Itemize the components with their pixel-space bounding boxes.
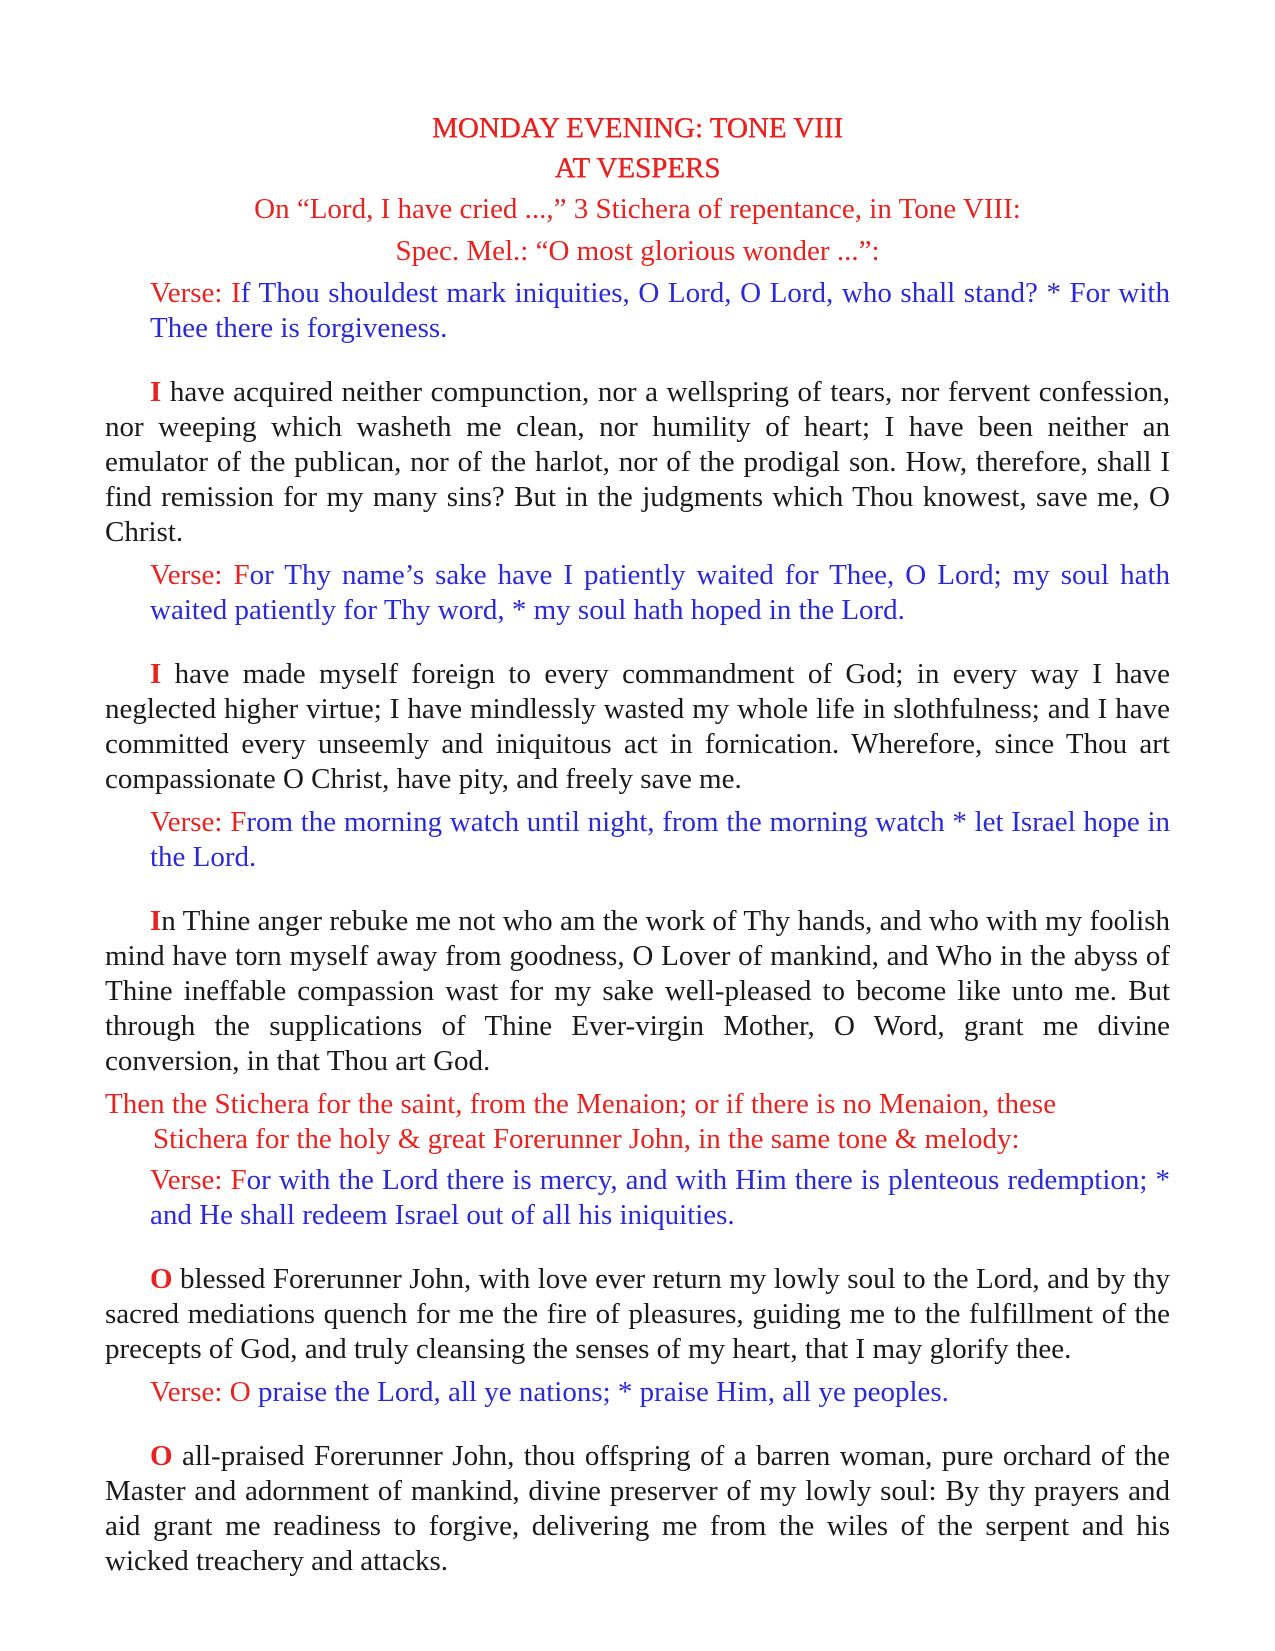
verse-text: or with the Lord there is mercy, and with Him there is plenteous redemption; * and He shall redeem Israel out of all his iniquities. bbox=[150, 1164, 1170, 1231]
rubric-line-1: Then the Stichera for the saint, from the Menaion; or if there is no Menaion, these bbox=[105, 1088, 1057, 1120]
verse-3 bbox=[150, 805, 1170, 875]
verse-text: praise the Lord, all ye nations; * praise Him, all ye peoples. bbox=[250, 1376, 949, 1408]
verse-text: or Thy name’s sake have I patiently waited for Thee, O Lord; my soul hath waited patiently for Thy word, * my soul hath hoped in the Lord. bbox=[150, 559, 1171, 626]
drop-cap: I bbox=[150, 376, 162, 408]
verse-initial: F bbox=[230, 1164, 247, 1196]
drop-cap: I bbox=[150, 905, 162, 937]
verse-label: Verse: bbox=[150, 806, 231, 838]
sticheron-text: have acquired neither compunction, nor a wellspring of tears, nor fervent confession, nor weeping which washeth me clean, nor humility of heart; I have been neither an emulator of the publican, nor of the harlot, nor of the prodigal son. How, therefore, shall I find remission for my many sins? But in the judgments which Thou knowest, save me, O Christ. bbox=[105, 376, 1170, 548]
verse-initial: I bbox=[231, 277, 241, 309]
verse-label: Verse: bbox=[150, 1376, 230, 1408]
document-page bbox=[105, 108, 1170, 1587]
verse-4 bbox=[150, 1163, 1170, 1233]
drop-cap: O bbox=[150, 1263, 173, 1295]
verse-label: Verse: bbox=[150, 277, 232, 309]
sticheron-5 bbox=[105, 1439, 1170, 1579]
verse-1 bbox=[150, 276, 1170, 346]
verse-5 bbox=[150, 1375, 1170, 1410]
rubric-special-melody: Spec. Mel.: “O most glorious wonder ...”: bbox=[395, 235, 880, 267]
verse-2 bbox=[150, 558, 1170, 628]
sticheron-1 bbox=[105, 375, 1170, 550]
sticheron-2 bbox=[105, 657, 1170, 797]
verse-label: Verse: bbox=[150, 559, 234, 591]
rubric-line-2: Stichera for the holy & great Forerunner John, in the same tone & melody: bbox=[153, 1123, 1020, 1155]
sticheron-text: all-praised Forerunner John, thou offspring of a barren woman, pure orchard of the Master and adornment of mankind, divine preserver of my lowly soul: By thy prayers and aid grant me readiness to forgive, delivering me from the wiles of the serpent and his wicked treachery and attacks. bbox=[105, 1440, 1170, 1577]
page-subtitle: AT VESPERS bbox=[554, 152, 721, 184]
verse-initial: O bbox=[229, 1376, 251, 1408]
drop-cap: O bbox=[150, 1440, 173, 1472]
verse-initial: F bbox=[230, 806, 247, 838]
drop-cap: I bbox=[150, 658, 162, 690]
sticheron-text: n Thine anger rebuke me not who am the work of Thy hands, and who with my foolish mind have torn myself away from goodness, O Lover of mankind, and Who in the abyss of Thine ineffable compassion wast for my sake well-pleased to become like unto me. But through the supplications of Thine Ever-virgin Mother, O Word, grant me divine conversion, in that Thou art God. bbox=[105, 905, 1170, 1077]
sticheron-text: have made myself foreign to every commandment of God; in every way I have neglected higher virtue; I have mindlessly wasted my whole life in slothfulness; and I have committed every unseemly and iniquitous act in fornication. Wherefore, since Thou art compassionate O Christ, have pity, and freely save me. bbox=[105, 658, 1170, 795]
page-title: MONDAY EVENING: TONE VIII bbox=[431, 112, 844, 144]
sticheron-text: blessed Forerunner John, with love ever return my lowly soul to the Lord, and by thy sacred mediations quench for me the fire of pleasures, guiding me to the fulfillment of the precepts of God, and truly cleansing the senses of my heart, that I may glorify thee. bbox=[105, 1263, 1170, 1365]
sticheron-3 bbox=[105, 904, 1170, 1079]
verse-initial: F bbox=[233, 559, 250, 591]
verse-text: f Thou shouldest mark iniquities, O Lord, O Lord, who shall stand? * For with Thee there is forgiveness. bbox=[150, 277, 1170, 344]
rubric-menaion-instruction bbox=[105, 1087, 1170, 1157]
rubric-stichera-intro: On “Lord, I have cried ...,” 3 Stichera of repentance, in Tone VIII: bbox=[254, 193, 1021, 225]
sticheron-4 bbox=[105, 1262, 1170, 1367]
verse-text: rom the morning watch until night, from the morning watch * let Israel hope in the Lord. bbox=[150, 806, 1170, 873]
verse-label: Verse: bbox=[150, 1164, 231, 1196]
